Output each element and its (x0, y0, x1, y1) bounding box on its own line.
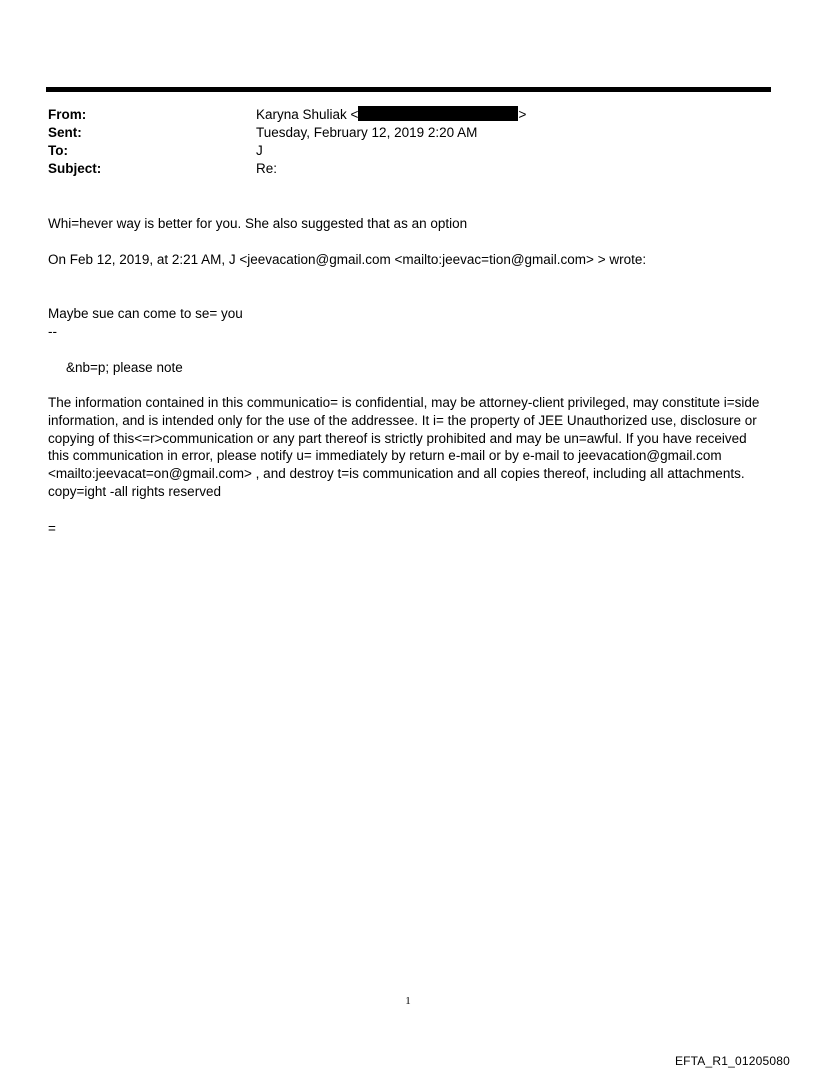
redaction-box (358, 106, 518, 121)
disclaimer-paragraph: The information contained in this communicatio= is confidential, may be attorney-client privileged, may constitute i=side information, and is intended only for the use of the addressee. It i= the property of JEE Unauthorized use, disclosure or copying of this<=r>communication or any part thereof is strictly prohibited and may be un=awful. If you have received this communication in error, please notify u= immediately by return e-mail or by e-mail to jeevacation@gmail.com <mailto:jeevacat=on@gmail.com> , and destroy t=is communication and all copies thereof, including all attachments. copy=ight -all rights reserved (48, 395, 760, 499)
reply-line: Whi=hever way is better for you. She also suggested that as an option (48, 216, 468, 231)
to-value: J (256, 143, 263, 158)
from-close-bracket: > (518, 107, 527, 122)
to-label: To: (48, 143, 68, 158)
signature-separator: -- (48, 324, 57, 339)
quoted-message-line: Maybe sue can come to se= you (48, 306, 243, 321)
subject-value: Re: (256, 161, 278, 176)
header-divider (46, 87, 771, 92)
from-label: From: (48, 107, 87, 122)
from-name: Karyna Shuliak < (256, 107, 359, 122)
from-value (256, 106, 526, 124)
trailer-line: = (48, 521, 56, 536)
subject-label: Subject: (48, 161, 102, 176)
sent-value: Tuesday, February 12, 2019 2:20 AM (256, 125, 478, 140)
bates-number: EFTA_R1_01205080 (674, 1054, 790, 1068)
sent-label: Sent: (48, 125, 82, 140)
page-number: 1 (405, 995, 411, 1007)
quoted-header-line: On Feb 12, 2019, at 2:21 AM, J <jeevacation@gmail.com <mailto:jeevac=tion@gmail.com> > wrote: (48, 252, 647, 267)
please-note-line: &nb=p; please note (66, 360, 183, 375)
